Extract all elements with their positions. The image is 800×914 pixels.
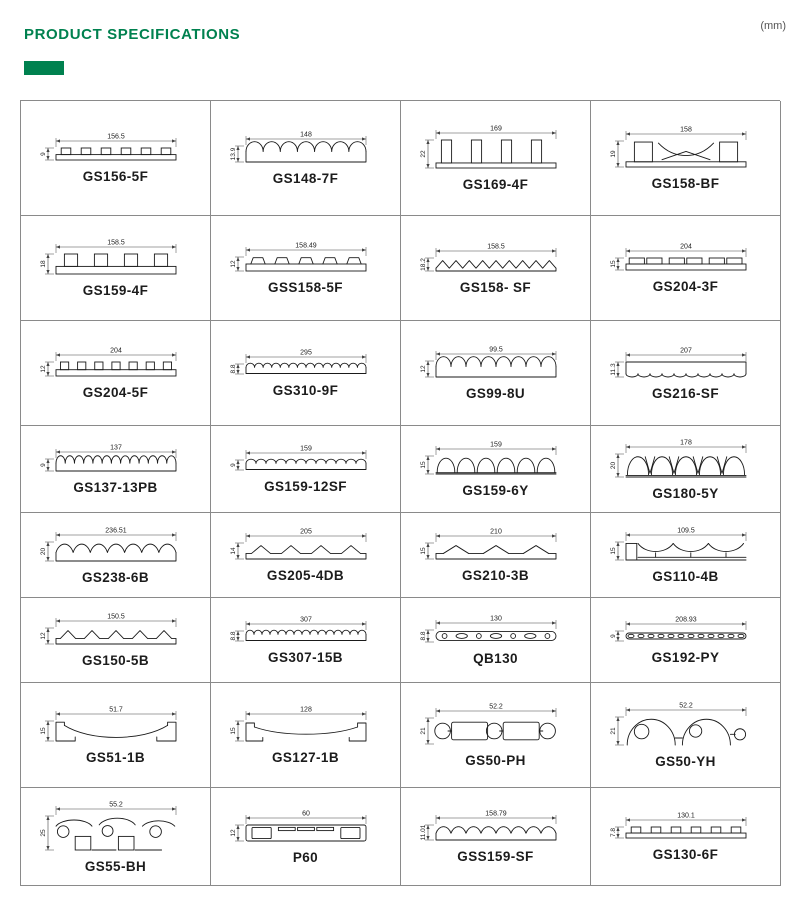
svg-text:21: 21 — [419, 727, 427, 735]
spec-cell — [401, 598, 591, 683]
product-code: GS110-4B — [652, 569, 719, 584]
product-code: GS238-6B — [82, 569, 149, 585]
spec-cell — [21, 216, 211, 321]
spec-cell — [211, 598, 401, 683]
spec-cell — [401, 683, 591, 788]
svg-text:20: 20 — [39, 547, 47, 555]
svg-text:99.5: 99.5 — [488, 346, 503, 354]
product-code: GS210-3B — [462, 568, 529, 583]
svg-text:52.2: 52.2 — [488, 703, 503, 711]
profile-drawing — [21, 443, 211, 477]
profile-drawing — [591, 526, 781, 566]
spec-cell — [591, 598, 781, 683]
profile-drawing — [591, 125, 781, 173]
spec-cell — [591, 101, 781, 216]
spec-cell — [21, 513, 211, 598]
svg-text:204: 204 — [679, 243, 692, 251]
profile-drawing — [401, 124, 591, 174]
product-code: GS55-BH — [84, 858, 147, 874]
product-code: GS307-15B — [268, 650, 343, 665]
spec-cell — [21, 683, 211, 788]
profile-drawing — [401, 702, 591, 750]
svg-text:21: 21 — [609, 727, 617, 735]
spec-cell — [591, 216, 781, 321]
profile-drawing — [211, 348, 401, 380]
spec-cell — [21, 321, 211, 426]
svg-text:130.1: 130.1 — [676, 812, 695, 820]
svg-text:9: 9 — [229, 463, 237, 467]
svg-text:307: 307 — [299, 616, 312, 624]
product-code: GS180-5Y — [652, 485, 719, 501]
svg-text:20: 20 — [609, 461, 617, 469]
svg-text:130: 130 — [489, 615, 502, 623]
spec-cell — [21, 101, 211, 216]
profile-drawing — [211, 527, 401, 565]
profile-drawing — [401, 242, 591, 277]
svg-text:11.01: 11.01 — [419, 824, 427, 841]
profile-drawing — [591, 701, 781, 751]
svg-text:158: 158 — [679, 126, 692, 134]
spec-cell — [591, 321, 781, 426]
profile-drawing — [211, 241, 401, 277]
product-code: GS169-4F — [462, 177, 529, 192]
svg-text:159: 159 — [299, 445, 312, 453]
svg-text:178: 178 — [679, 439, 692, 446]
svg-text:15: 15 — [609, 260, 617, 268]
product-code: GS204-5F — [82, 385, 149, 400]
svg-text:109.5: 109.5 — [676, 527, 695, 535]
profile-drawing — [21, 800, 211, 856]
accent-swatch — [24, 61, 64, 75]
svg-text:12: 12 — [419, 365, 427, 373]
profile-drawing — [211, 809, 401, 847]
svg-text:12: 12 — [39, 365, 47, 373]
product-code: GS205-4DB — [266, 568, 345, 583]
profile-drawing — [591, 615, 781, 647]
profile-drawing — [21, 238, 211, 280]
product-code: GS130-6F — [652, 847, 719, 862]
svg-text:15: 15 — [39, 727, 47, 735]
svg-text:12: 12 — [229, 260, 237, 268]
profile-drawing — [591, 346, 781, 383]
spec-cell — [401, 426, 591, 513]
svg-text:55.2: 55.2 — [108, 801, 123, 808]
svg-text:14: 14 — [229, 547, 237, 555]
product-code: GS310-9F — [272, 383, 339, 398]
profile-drawing — [591, 438, 781, 483]
profile-drawing — [401, 809, 591, 846]
product-code: GS156-5F — [82, 169, 149, 184]
product-code: GS159-4F — [82, 283, 149, 298]
profile-drawing — [21, 346, 211, 382]
spec-cell — [401, 788, 591, 886]
profile-drawing — [21, 526, 211, 567]
svg-text:207: 207 — [679, 347, 692, 354]
unit-label: (mm) — [760, 20, 786, 32]
svg-text:159: 159 — [489, 441, 502, 449]
profile-drawing — [401, 614, 591, 648]
spec-cell — [591, 683, 781, 788]
spec-cell — [211, 426, 401, 513]
svg-text:15: 15 — [229, 727, 237, 735]
svg-text:169: 169 — [489, 125, 502, 133]
spec-cell — [401, 321, 591, 426]
svg-text:158.79: 158.79 — [484, 810, 507, 818]
svg-text:137: 137 — [109, 444, 122, 452]
spec-cell — [401, 101, 591, 216]
svg-text:158.5: 158.5 — [486, 243, 505, 250]
svg-text:15: 15 — [419, 547, 427, 555]
svg-text:9: 9 — [39, 152, 47, 156]
profile-drawing — [211, 444, 401, 476]
profile-drawing — [211, 130, 401, 168]
spec-cell — [211, 216, 401, 321]
svg-text:150.5: 150.5 — [106, 613, 125, 621]
product-code: GS51-1B — [85, 750, 146, 765]
product-code: QB130 — [473, 651, 518, 666]
spec-cell — [211, 513, 401, 598]
svg-text:9: 9 — [39, 463, 47, 467]
spec-cell — [21, 598, 211, 683]
product-code: GS50-YH — [655, 754, 716, 769]
svg-text:8.8: 8.8 — [419, 631, 427, 641]
product-code: GS148-7F — [272, 171, 339, 186]
svg-text:205: 205 — [299, 528, 312, 536]
svg-text:128: 128 — [299, 706, 312, 714]
spec-cell — [591, 513, 781, 598]
svg-text:295: 295 — [299, 349, 312, 357]
profile-drawing — [401, 440, 591, 480]
product-code: GS127-1B — [272, 750, 339, 765]
profile-drawing — [21, 612, 211, 650]
svg-text:15: 15 — [419, 461, 427, 469]
svg-text:18: 18 — [39, 260, 47, 268]
svg-text:156.5: 156.5 — [106, 133, 125, 141]
svg-text:15: 15 — [609, 547, 617, 555]
svg-text:11.3: 11.3 — [609, 362, 617, 376]
svg-text:60: 60 — [301, 810, 310, 817]
profile-drawing — [401, 345, 591, 383]
svg-text:148: 148 — [299, 131, 312, 139]
profile-drawing — [21, 705, 211, 747]
profile-drawing — [21, 132, 211, 166]
product-code: GS204-3F — [652, 279, 719, 294]
spec-cell — [591, 788, 781, 886]
svg-text:13.9: 13.9 — [229, 147, 237, 161]
svg-text:51.7: 51.7 — [108, 706, 123, 714]
product-code: GS150-5B — [82, 653, 149, 668]
svg-text:236.51: 236.51 — [104, 527, 127, 534]
svg-text:8.8: 8.8 — [229, 364, 237, 374]
svg-text:19: 19 — [609, 150, 617, 158]
svg-text:52.2: 52.2 — [678, 702, 693, 710]
svg-text:158.5: 158.5 — [106, 239, 125, 247]
svg-text:8.8: 8.8 — [229, 631, 237, 641]
spec-cell — [211, 683, 401, 788]
svg-text:204: 204 — [109, 347, 122, 355]
profile-drawing — [211, 705, 401, 747]
product-code: GS158-BF — [651, 176, 720, 191]
page-title: PRODUCT SPECIFICATIONS — [24, 26, 241, 43]
svg-text:12: 12 — [39, 632, 47, 640]
spec-grid — [20, 100, 780, 886]
product-code: GS159-6Y — [462, 483, 529, 498]
svg-text:208.93: 208.93 — [674, 616, 697, 624]
profile-drawing — [211, 615, 401, 647]
page-header — [24, 20, 786, 43]
svg-text:7.8: 7.8 — [609, 827, 617, 838]
spec-cell — [211, 321, 401, 426]
spec-cell — [211, 788, 401, 886]
product-code: GS158- SF — [459, 279, 532, 295]
product-code: GS137-13PB — [73, 480, 158, 495]
product-code: GS99-8U — [465, 386, 526, 401]
product-code: GSS159-SF — [457, 849, 534, 864]
svg-text:22: 22 — [419, 150, 427, 158]
product-code: GS216-SF — [652, 385, 719, 401]
spec-cell — [401, 513, 591, 598]
spec-cell — [211, 101, 401, 216]
spec-cell — [21, 426, 211, 513]
svg-text:158.49: 158.49 — [294, 242, 317, 250]
svg-text:25: 25 — [39, 828, 47, 837]
product-code: GSS158-5F — [268, 280, 343, 295]
svg-text:9: 9 — [609, 634, 617, 638]
spec-cell — [591, 426, 781, 513]
svg-text:18.2: 18.2 — [419, 257, 427, 271]
profile-drawing — [591, 811, 781, 844]
spec-cell — [21, 788, 211, 886]
product-code: GS159-12SF — [264, 479, 347, 494]
product-code: GS50-PH — [465, 753, 526, 768]
profile-drawing — [401, 527, 591, 565]
svg-text:210: 210 — [489, 528, 502, 536]
product-code: GS192-PY — [651, 650, 720, 665]
spec-cell — [401, 216, 591, 321]
product-code: P60 — [292, 849, 319, 865]
profile-drawing — [591, 242, 781, 276]
svg-text:12: 12 — [229, 828, 237, 837]
